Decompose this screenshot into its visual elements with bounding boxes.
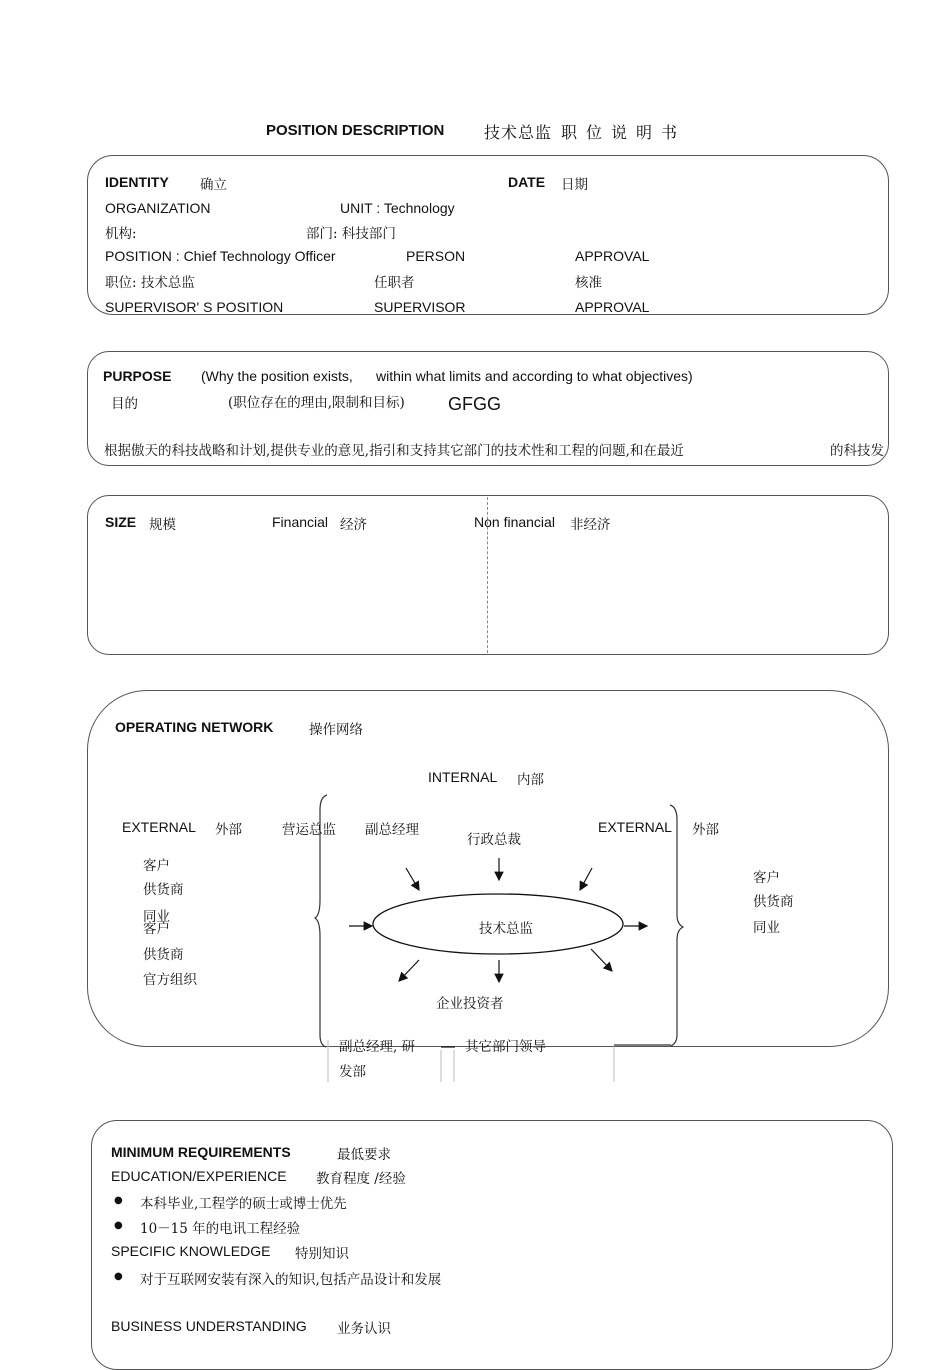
financial-label-zh: 经济: [340, 517, 367, 533]
requirements-label-zh: 最低要求: [337, 1147, 391, 1163]
purpose-body-2: 的科技发: [830, 443, 884, 459]
education-item-1: ● 10－15 年的电讯工程经验: [140, 1217, 300, 1237]
organization-label: ORGANIZATION: [105, 200, 211, 216]
knowledge-item-0: ● 对于互联网安装有深入的知识,包括产品设计和发展: [140, 1268, 441, 1288]
supervisor-position-label: SUPERVISOR' S POSITION: [105, 299, 284, 315]
purpose-note: GFGG: [448, 394, 501, 414]
financial-label: Financial: [272, 514, 329, 530]
person-label: PERSON: [406, 248, 466, 264]
knowledge-label-zh: 特别知识: [295, 1246, 349, 1262]
knowledge-label: SPECIFIC KNOWLEDGE: [111, 1243, 271, 1259]
internal-label: INTERNAL: [428, 769, 498, 785]
size-label: SIZE: [105, 514, 137, 530]
right-list-item-0: 客户: [753, 870, 780, 886]
purpose-label-zh: 目的: [111, 396, 138, 412]
internal-label-zh: 内部: [517, 772, 544, 788]
arrow-top-right: [580, 868, 592, 890]
left-list-1-item-0: 客户: [143, 858, 170, 874]
identity-label: IDENTITY: [105, 174, 169, 190]
ops-director-label: 营运总监: [282, 822, 336, 838]
education-label-zh: 教育程度 /经验: [316, 1171, 406, 1187]
center-label: 技术总监: [479, 921, 533, 937]
purpose-label: PURPOSE: [103, 368, 172, 384]
position-label-zh: 职位: 技术总监: [105, 275, 195, 291]
deputy-gm-label: 副总经理: [365, 822, 419, 838]
arrow-bottom-right: [591, 949, 612, 971]
approval-label: APPROVAL: [575, 248, 650, 264]
right-brace: [670, 805, 683, 1046]
right-list-item-2: 同业: [753, 920, 780, 936]
purpose-desc-en-2: within what limits and according to what objectives): [376, 368, 693, 384]
business-label: BUSINESS UNDERSTANDING: [111, 1318, 307, 1334]
external-left-label-zh: 外部: [215, 822, 242, 838]
deputy-rd-label-2: 发部: [339, 1064, 366, 1080]
approval-label-zh: 核准: [575, 275, 602, 291]
left-list-2-item-1: 供货商: [143, 947, 184, 963]
business-label-zh: 业务认识: [337, 1321, 391, 1337]
external-right-label-zh: 外部: [692, 822, 719, 838]
person-label-zh: 任职者: [374, 275, 415, 291]
page-title-zh-rest: 职位说明书: [561, 123, 687, 142]
date-label: DATE: [508, 174, 546, 190]
position-label: POSITION : Chief Technology Officer: [105, 248, 336, 264]
requirements-label: MINIMUM REQUIREMENTS: [111, 1144, 291, 1160]
organization-label-zh: 机构:: [105, 226, 137, 242]
network-label: OPERATING NETWORK: [115, 719, 274, 735]
page-title-en: POSITION DESCRIPTION: [266, 122, 445, 139]
non-financial-label-zh: 非经济: [570, 517, 611, 533]
arrow-bottom-left: [399, 960, 419, 981]
page-title-zh-main: 技术总监: [484, 123, 553, 142]
purpose-desc-en-1: (Why the position exists,: [201, 368, 353, 384]
purpose-body-1: 根据傲天的科技战略和计划,提供专业的意见,指引和支持其它部门的技术性和工程的问题,和在最近: [104, 443, 684, 459]
external-left-label: EXTERNAL: [122, 819, 196, 835]
right-list-item-1: 供货商: [753, 894, 794, 910]
left-list-2-item-0: 客户: [143, 921, 170, 937]
date-label-zh: 日期: [561, 177, 588, 193]
non-financial-label: Non financial: [474, 514, 555, 530]
education-item-0: ● 本科毕业,工程学的硕士或博士优先: [140, 1192, 347, 1212]
network-label-zh: 操作网络: [309, 722, 363, 738]
other-heads-label: 其它部门领导: [465, 1039, 546, 1055]
external-right-label: EXTERNAL: [598, 819, 672, 835]
unit-label-zh: 部门: 科技部门: [306, 226, 396, 242]
arrow-top-left: [406, 868, 419, 890]
unit-label: UNIT : Technology: [340, 200, 455, 216]
left-list-1-item-2: 同业: [143, 909, 170, 925]
supervisor-label: SUPERVISOR: [374, 299, 466, 315]
left-list-2-item-2: 官方组织: [143, 972, 197, 988]
investors-label: 企业投资者: [436, 996, 504, 1012]
education-label: EDUCATION/EXPERIENCE: [111, 1168, 287, 1184]
identity-label-zh: 确立: [200, 177, 227, 193]
size-label-zh: 规模: [149, 517, 176, 533]
left-list-1-item-1: 供货商: [143, 882, 184, 898]
admin-president-label: 行政总裁: [467, 832, 521, 848]
approval2-label: APPROVAL: [575, 299, 650, 315]
deputy-rd-label-1: 副总经理, 研: [339, 1039, 416, 1055]
purpose-desc-zh: (职位存在的理由,限制和目标): [228, 395, 405, 411]
